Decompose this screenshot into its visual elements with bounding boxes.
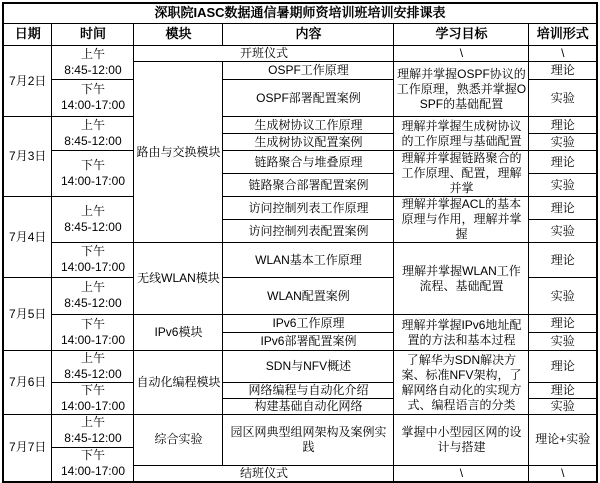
module-cell-ipv6: IPv6模块	[134, 315, 223, 351]
date-cell-jul4: 7月4日	[3, 197, 52, 278]
time-range: 14:00-17:00	[60, 173, 125, 188]
content-cell-opening-ceremony: 开班仪式	[134, 46, 394, 62]
table-row	[3, 197, 597, 220]
form-cell-theory: 理论	[529, 197, 597, 220]
form-cell-lab: 实验	[529, 399, 597, 415]
column-header-goal: 学习目标	[394, 24, 529, 46]
time-label: 下午	[80, 448, 105, 463]
time-label: 上午	[80, 117, 105, 132]
content-cell-campus-network: 园区网典型组网架构及案例实践	[223, 415, 394, 465]
time-label: 上午	[80, 280, 105, 295]
form-cell-theory: 理论	[529, 117, 597, 134]
time-cell-am	[52, 351, 134, 383]
time-range: 8:45-12:00	[64, 296, 122, 310]
time-range: 8:45-12:00	[64, 133, 122, 148]
time-range: 14:00-17:00	[60, 464, 125, 479]
form-cell-theory: 理论	[529, 315, 597, 333]
time-label: 上午	[80, 351, 105, 365]
content-cell-ipv6-lab: IPv6部署配置案例	[223, 333, 394, 351]
table-row	[3, 315, 597, 333]
goal-cell-stp: 理解并掌握生成树协议的工作原理与基础配置	[394, 117, 529, 151]
table-row	[3, 351, 597, 383]
module-cell-comprehensive-lab: 综合实验	[134, 415, 223, 465]
goal-cell-sdn: 了解华为SDN解决方案、标准NFV架构，了解网络自动化的实现方式、编程语言的分类	[394, 351, 529, 415]
time-cell-am	[52, 278, 134, 315]
module-cell-routing-switching: 路由与交换模块	[134, 62, 223, 243]
time-label: 上午	[80, 46, 105, 61]
content-cell-network-programming: 网络编程与自动化介绍	[223, 383, 394, 399]
goal-cell-ipv6: 理解并掌握IPv6地址配置的方法和基本过程	[394, 315, 529, 351]
content-cell-ipv6-theory: IPv6工作原理	[223, 315, 394, 333]
form-cell-theory-lab: 理论+实验	[529, 415, 597, 465]
time-range: 14:00-17:00	[60, 260, 125, 274]
goal-cell-none: \	[394, 46, 529, 62]
column-header-date: 日期	[3, 24, 52, 46]
table-row	[3, 117, 597, 134]
date-cell-jul3: 7月3日	[3, 117, 52, 197]
time-cell-pm	[52, 315, 134, 351]
column-header-form: 培训形式	[529, 24, 597, 46]
form-cell-lab: 实验	[529, 134, 597, 151]
date-cell-jul6: 7月6日	[3, 351, 52, 415]
time-cell-am	[52, 46, 134, 80]
content-cell-wlan-lab: WLAN配置案例	[223, 278, 394, 315]
time-cell-am	[52, 415, 134, 447]
table-row	[3, 151, 597, 174]
time-cell-pm	[52, 151, 134, 197]
content-cell-stp-theory: 生成树协议工作原理	[223, 117, 394, 134]
page-title: 深职院IASC数据通信暑期师资培训班培训安排课表	[3, 3, 597, 24]
time-range: 14:00-17:00	[60, 398, 125, 413]
time-cell-am	[52, 117, 134, 151]
time-cell-am	[52, 197, 134, 243]
time-cell-pm	[52, 383, 134, 415]
time-range: 8:45-12:00	[64, 62, 122, 77]
goal-cell-acl: 理解并掌握ACL的基本原理与作用，理解并掌握	[394, 197, 529, 243]
content-cell-sdn-nfv: SDN与NFV概述	[223, 351, 394, 383]
module-cell-automation: 自动化编程模块	[134, 351, 223, 415]
time-label: 下午	[80, 244, 105, 259]
date-cell-jul7: 7月7日	[3, 415, 52, 482]
form-cell-lab: 实验	[529, 333, 597, 351]
form-cell-none: \	[529, 465, 597, 482]
content-cell-ospf-theory: OSPF工作原理	[223, 62, 394, 80]
form-cell-lab: 实验	[529, 278, 597, 315]
form-cell-lab: 实验	[529, 220, 597, 243]
content-cell-stp-lab: 生成树协议配置案例	[223, 134, 394, 151]
column-header-time: 时间	[52, 24, 134, 46]
goal-cell-lag: 理解并掌握链路聚合的工作原理、配置，理解并掌	[394, 151, 529, 197]
content-cell-closing-ceremony: 结班仪式	[134, 465, 394, 482]
time-range: 8:45-12:00	[64, 366, 122, 381]
form-cell-lab: 实验	[529, 174, 597, 197]
date-cell-jul5: 7月5日	[3, 278, 52, 351]
time-cell-pm	[52, 243, 134, 278]
table-row	[3, 243, 597, 278]
form-cell-theory: 理论	[529, 151, 597, 174]
goal-cell-none: \	[394, 465, 529, 482]
form-cell-lab: 实验	[529, 80, 597, 117]
time-label: 上午	[80, 415, 105, 430]
table-row	[3, 3, 597, 24]
time-label: 下午	[80, 316, 105, 331]
time-label: 上午	[80, 203, 105, 218]
training-schedule-table	[2, 2, 598, 483]
content-cell-acl-lab: 访问控制列表配置案例	[223, 220, 394, 243]
form-cell-none: \	[529, 46, 597, 62]
goal-cell-campus: 掌握中小型园区网的设计与搭建	[394, 415, 529, 465]
module-cell-wlan: 无线WLAN模块	[134, 243, 223, 315]
table-header-row	[3, 24, 597, 46]
time-cell-pm	[52, 80, 134, 117]
goal-cell-ospf: 理解并掌握OSPF协议的工作原理，熟悉并掌握OSPF的基础配置	[394, 62, 529, 117]
form-cell-theory: 理论	[529, 243, 597, 278]
form-cell-theory: 理论	[529, 351, 597, 383]
content-cell-ospf-lab: OSPF部署配置案例	[223, 80, 394, 117]
time-range: 14:00-17:00	[60, 98, 125, 112]
table-row	[3, 46, 597, 62]
content-cell-acl-theory: 访问控制列表工作原理	[223, 197, 394, 220]
time-label: 下午	[80, 383, 105, 398]
content-cell-lag-theory: 链路聚合与堆叠原理	[223, 151, 394, 174]
time-range: 14:00-17:00	[60, 332, 125, 347]
column-header-content: 内容	[223, 24, 394, 46]
content-cell-automation-network: 构建基础自动化网络	[223, 399, 394, 415]
table-row	[3, 415, 597, 447]
goal-cell-wlan: 理解并掌握WLAN工作流程、基础配置	[394, 243, 529, 315]
content-cell-lag-lab: 链路聚合部署配置案例	[223, 174, 394, 197]
form-cell-theory: 理论	[529, 383, 597, 399]
content-cell-wlan-theory: WLAN基本工作原理	[223, 243, 394, 278]
column-header-module: 模块	[134, 24, 223, 46]
time-range: 8:45-12:00	[64, 219, 122, 234]
time-label: 下午	[80, 157, 105, 172]
date-cell-jul2: 7月2日	[3, 46, 52, 117]
form-cell-theory: 理论	[529, 62, 597, 80]
time-label: 下午	[80, 82, 105, 97]
time-range: 8:45-12:00	[64, 430, 122, 445]
time-cell-pm	[52, 447, 134, 482]
